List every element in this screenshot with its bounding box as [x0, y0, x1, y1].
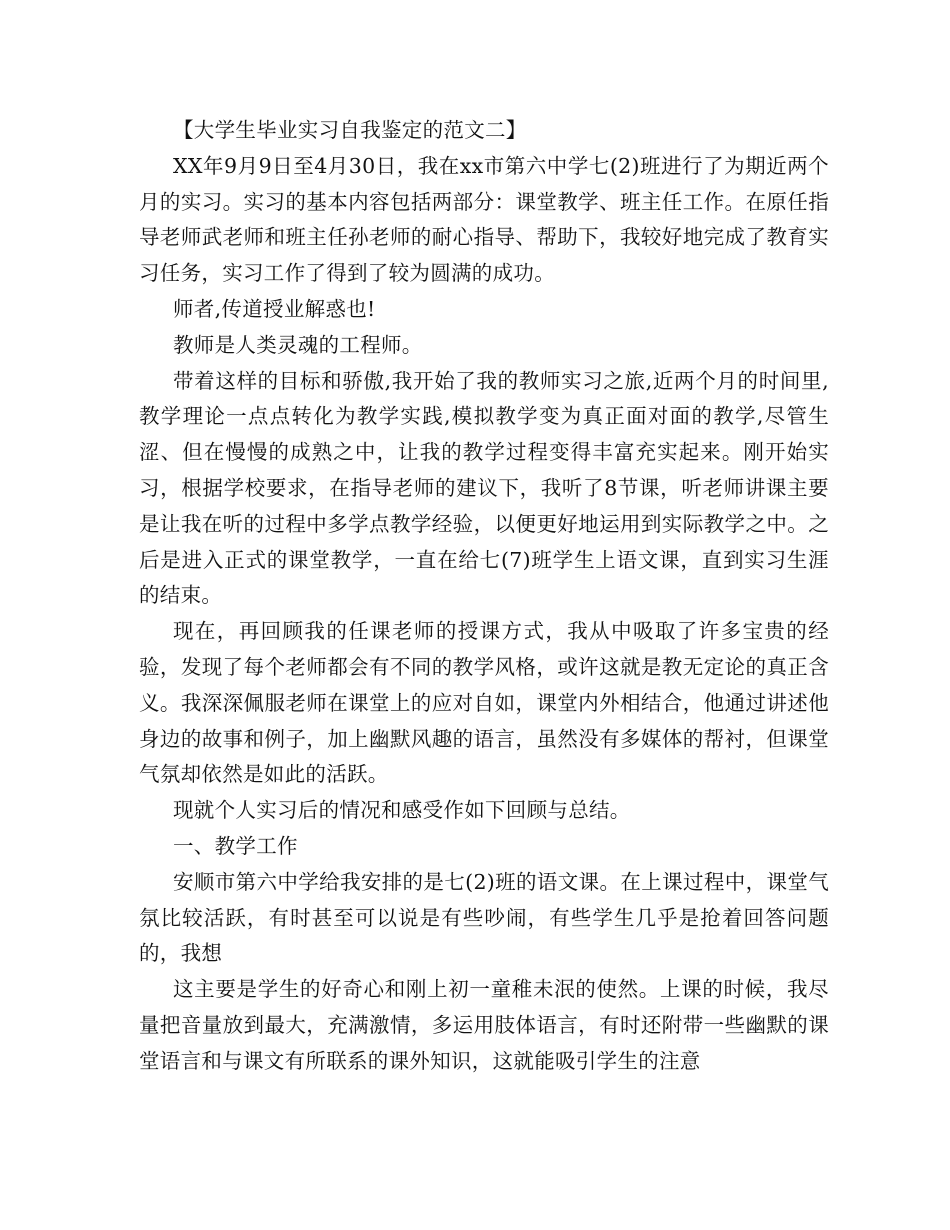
- document-body: [139, 113, 829, 1080]
- paragraph-summary-intro: 现就个人实习后的情况和感受作如下回顾与总结。: [173, 798, 631, 823]
- paragraph-teaching-styles: 现在，再回顾我的任课老师的授课方式，我从中吸取了许多宝贵的经验，发现了每个老师都会有不同的教学风格，或许这就是教无定论的真正含义。我深深佩服老师在课堂上的应对自如，课堂内外相结合，他通过讲述他身边的故事和例子，加上幽默风趣的语言，虽然没有多媒体的帮衬，但课堂气氛却依然是如此的活跃。: [139, 619, 829, 787]
- paragraph-class-atmosphere: 安顺市第六中学给我安排的是七(2)班的语文课。在上课过程中，课堂气氛比较活跃，有时甚至可以说是有些吵闹，有些学生几乎是抢着回答问题的，我想: [139, 869, 829, 966]
- paragraph-student-curiosity: 这主要是学生的好奇心和刚上初一童稚未泯的使然。上课的时候，我尽量把音量放到最大，充满激情，多运用肢体语言，有时还附带一些幽默的课堂语言和与课文有所联系的课外知识，这就能吸引学生的注意: [139, 977, 829, 1073]
- paragraph-internship-overview: XX年9月9日至4月30日，我在xx市第六中学七(2)班进行了为期近两个月的实习。实习的基本内容包括两部分：课堂教学、班主任工作。在原任指导老师武老师和班主任孙老师的耐心指导、帮助下，我较好地完成了教育实习任务，实习工作了得到了较为圆满的成功。: [139, 153, 829, 286]
- paragraph-soul-engineer: 教师是人类灵魂的工程师。: [173, 332, 423, 357]
- section-heading-teaching-work: 一、教学工作: [173, 833, 298, 858]
- document-title: 【大学生毕业实习自我鉴定的范文二】: [173, 118, 527, 142]
- paragraph-internship-journey: 带着这样的目标和骄傲,我开始了我的教师实习之旅,近两个月的时间里,教学理论一点点转化为教学实践,模拟教学变为真正面对面的教学,尽管生涩、但在慢慢的成熟之中，让我的教学过程变得丰富充实起来。刚开始实习，根据学校要求，在指导老师的建议下，我听了8节课，听老师讲课主要是让我在听的过程中多学点教学经验，以便更好地运用到实际教学之中。之后是进入正式的课堂教学，一直在给七(7)班学生上语文课，直到实习生涯的结束。: [139, 368, 829, 608]
- paragraph-quote-teacher: 师者,传道授业解惑也!: [173, 296, 376, 321]
